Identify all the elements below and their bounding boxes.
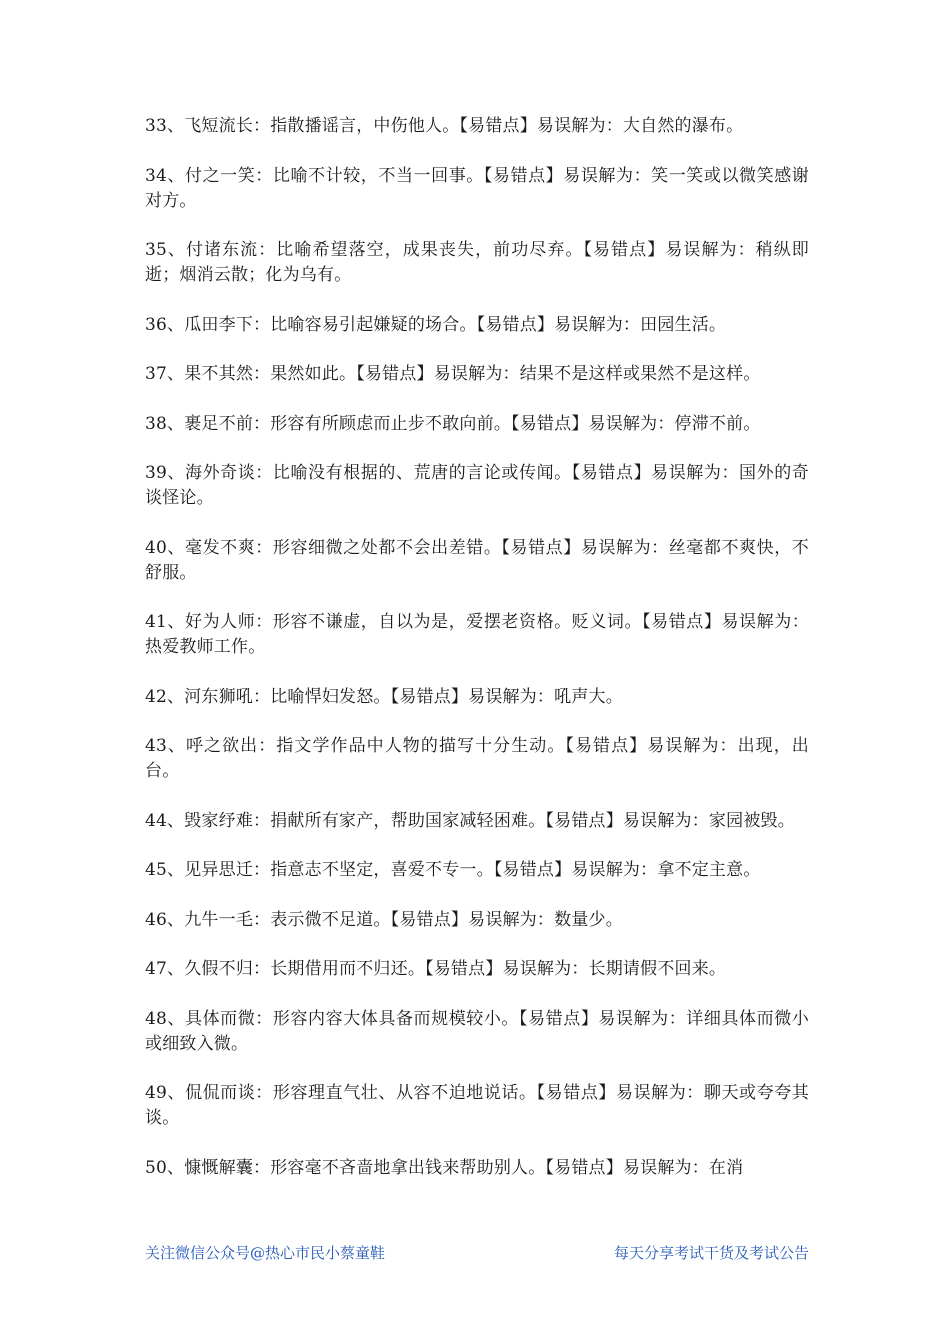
idiom-entry-47: 47、久假不归：长期借用而不归还。【易错点】易误解为：长期请假不回来。 (145, 959, 727, 979)
idiom-entry-43: 43、呼之欲出：指文学作品中人物的描写十分生动。【易错点】易误解为：出现，出台。 (145, 736, 809, 781)
footer-daily-share-note: 每天分享考试干货及考试公告 (613, 1244, 809, 1262)
idiom-entry-38: 38、裹足不前：形容有所顾虑而止步不敢向前。【易错点】易误解为：停滞不前。 (145, 413, 761, 434)
idiom-entry-41: 41、好为人师：形容不谦虚，自以为是，爱摆老资格。贬义词。【易错点】易误解为：热爱教师工作。 (145, 612, 809, 657)
idiom-entry-35: 35、付诸东流：比喻希望落空，成果丧失，前功尽弃。【易错点】易误解为：稍纵即逝；烟消云散；化为乌有。 (145, 240, 809, 285)
idiom-entry-50: 50、慷慨解囊：形容毫不吝啬地拿出钱来帮助别人。【易错点】易误解为：在消 (145, 1157, 744, 1178)
idiom-entry-34: 34、付之一笑：比喻不计较，不当一回事。【易错点】易误解为：笑一笑或以微笑感谢对方。 (145, 165, 809, 211)
idiom-entry-49: 49、侃侃而谈：形容理直气壮、从容不迫地说话。【易错点】易误解为：聊天或夸夸其谈。 (145, 1083, 809, 1128)
idiom-entry-33: 33、飞短流长：指散播谣言，中伤他人。【易错点】易误解为：大自然的瀑布。 (145, 116, 744, 136)
idiom-entry-48: 48、具体而微：形容内容大体具备而规模较小。【易错点】易误解为：详细具体而微小或细致入微。 (145, 1008, 809, 1054)
idiom-entry-45: 45、见异思迁：指意志不坚定，喜爱不专一。【易错点】易误解为：拿不定主意。 (145, 860, 761, 880)
page-footer (145, 1242, 809, 1266)
idiom-entry-39: 39、海外奇谈：比喻没有根据的、荒唐的言论或传闻。【易错点】易误解为：国外的奇谈怪论。 (145, 463, 809, 508)
footer-wechat-note: 关注微信公众号@热心市民小蔡童鞋 (145, 1244, 386, 1262)
idiom-entry-36: 36、瓜田李下：比喻容易引起嫌疑的场合。【易错点】易误解为：田园生活。 (145, 314, 727, 335)
idiom-list (145, 114, 809, 1205)
idiom-entry-37: 37、果不其然：果然如此。【易错点】易误解为：结果不是这样或果然不是这样。 (145, 364, 761, 384)
idiom-entry-42: 42、河东狮吼：比喻悍妇发怒。【易错点】易误解为：吼声大。 (145, 686, 623, 707)
idiom-entry-40: 40、毫发不爽：形容细微之处都不会出差错。【易错点】易误解为：丝毫都不爽快，不舒服。 (145, 537, 809, 583)
idiom-entry-44: 44、毁家纾难：捐献所有家产，帮助国家减轻困难。【易错点】易误解为：家园被毁。 (145, 810, 795, 831)
idiom-entry-46: 46、九牛一毛：表示微不足道。【易错点】易误解为：数量少。 (145, 909, 623, 930)
